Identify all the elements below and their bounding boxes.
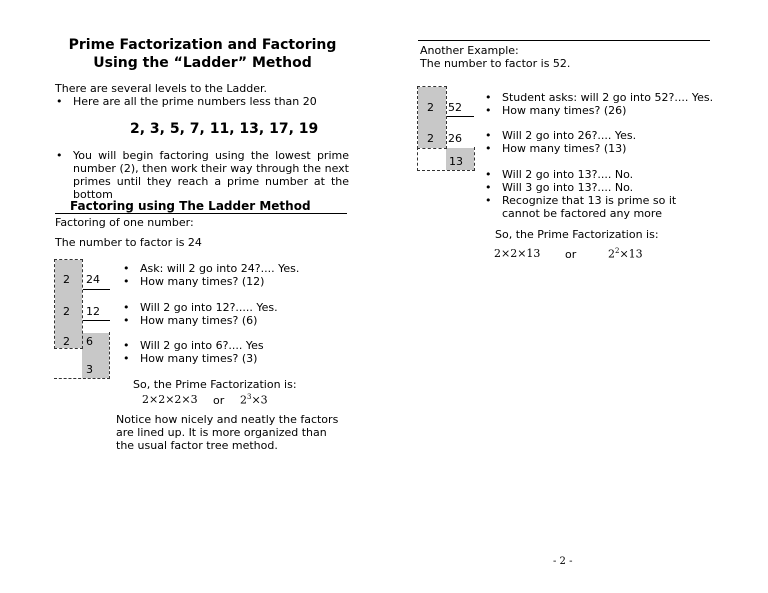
- factor-expression: 2×2×13: [494, 247, 541, 260]
- power-expression: [240, 393, 268, 407]
- or-text: or: [565, 248, 577, 261]
- prime-list: 2, 3, 5, 7, 11, 13, 17, 19: [130, 121, 319, 137]
- ladder-divisor: 2: [63, 273, 70, 286]
- top-rule: [418, 40, 710, 41]
- so-factorization-text: So, the Prime Factorization is:: [133, 378, 297, 391]
- section-heading-rule: [55, 213, 347, 214]
- ladder-divisor: 2: [63, 305, 70, 318]
- power-expression: [608, 247, 643, 261]
- ladder-value: 52: [448, 101, 462, 114]
- title-line-2: Using the “Ladder” Method: [93, 55, 312, 71]
- ladder-value: 24: [86, 273, 100, 286]
- bullet-primes: • Here are all the prime numbers less than 20: [73, 95, 317, 108]
- check-2: • Will 2 go into 13?.... No.: [502, 168, 633, 181]
- ladder-divisor: 2: [427, 101, 434, 114]
- factoring-one-label: Factoring of one number:: [55, 216, 194, 229]
- factor-expression: 2×2×2×3: [142, 393, 198, 406]
- power-base: 2: [240, 393, 247, 407]
- ladder-divisor: 2: [427, 132, 434, 145]
- page-number: - 2 -: [553, 556, 573, 567]
- ladder-bottom-value: 13: [449, 155, 463, 168]
- ladder-rule: [83, 289, 110, 290]
- power-exponent: 3: [247, 393, 252, 401]
- number-to-factor-52: The number to factor is 52.: [420, 57, 571, 70]
- step-count: • How many times? (3): [140, 352, 257, 365]
- step-question: • Ask: will 2 go into 24?.... Yes.: [140, 262, 299, 275]
- power-exponent: 2: [615, 247, 620, 255]
- page-title: [60, 36, 345, 72]
- bullet-begin: • You will begin factoring using the lowest prime number (2), then work their way through the next primes until they reach a prime number at the bottom: [73, 149, 349, 201]
- title-line-1: Prime Factorization and Factoring: [68, 37, 337, 53]
- ladder-value: 26: [448, 132, 462, 145]
- ladder-rule: [447, 116, 474, 117]
- power-rest: ×13: [619, 247, 643, 261]
- ladder-bottom-outline: [417, 147, 475, 171]
- intro-text: There are several levels to the Ladder.: [55, 82, 267, 95]
- check-3: • Will 3 go into 13?.... No.: [502, 181, 633, 194]
- step-count: • How many times? (26): [502, 104, 626, 117]
- number-to-factor-24: The number to factor is 24: [55, 236, 202, 249]
- so-factorization-text: So, the Prime Factorization is:: [495, 228, 659, 241]
- ladder-value: 12: [86, 305, 100, 318]
- step-count: • How many times? (12): [140, 275, 264, 288]
- ladder-value: 6: [86, 335, 93, 348]
- step-question: • Student asks: will 2 go into 52?.... Yes.: [502, 91, 713, 104]
- another-example-label: Another Example:: [420, 44, 519, 57]
- ladder-bottom-value: 3: [86, 363, 93, 376]
- power-rest: ×3: [251, 393, 268, 407]
- notice-text: Notice how nicely and neatly the factors are lined up. It is more organized than the usual factor tree method.: [116, 413, 339, 452]
- section-heading: Factoring using The Ladder Method: [70, 199, 311, 213]
- or-text: or: [213, 394, 225, 407]
- ladder-rule: [83, 320, 110, 321]
- step-question: • Will 2 go into 6?.... Yes: [140, 339, 264, 352]
- ladder-divisor: 2: [63, 335, 70, 348]
- step-count: • How many times? (13): [502, 142, 626, 155]
- step-question: • Will 2 go into 26?.... Yes.: [502, 129, 636, 142]
- step-count: • How many times? (6): [140, 314, 257, 327]
- power-base: 2: [608, 247, 615, 261]
- recognize-prime: • Recognize that 13 is prime so it cannot be factored any more: [502, 194, 707, 220]
- step-question: • Will 2 go into 12?..... Yes.: [140, 301, 278, 314]
